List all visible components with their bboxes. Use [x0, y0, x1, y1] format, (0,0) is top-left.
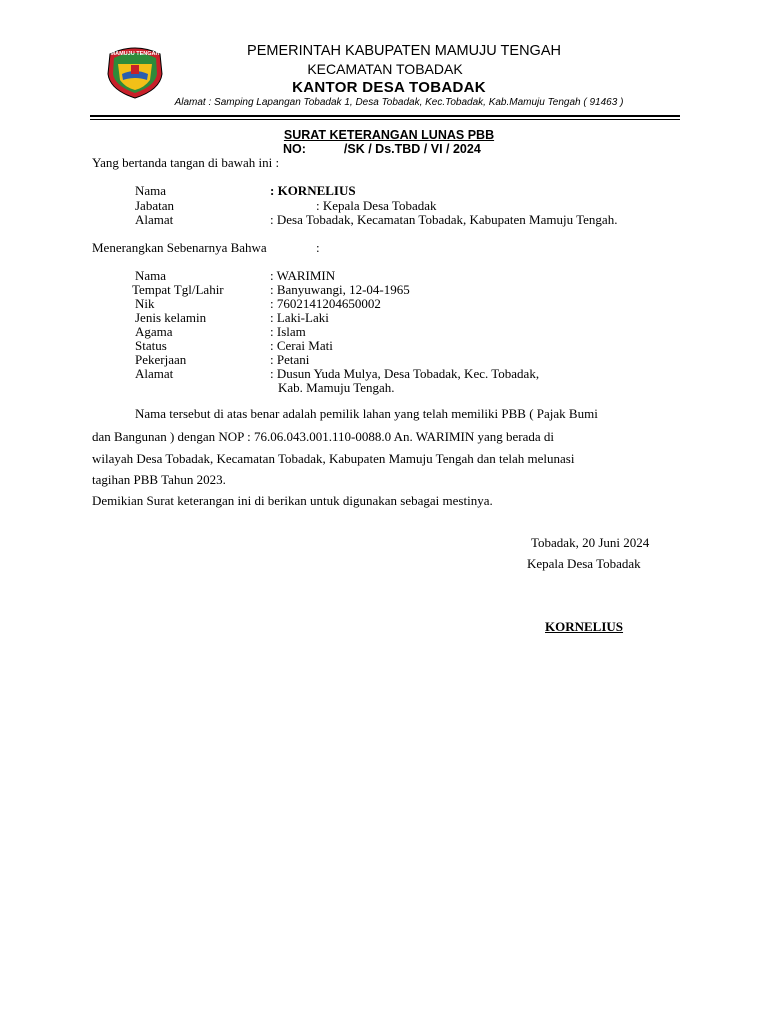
- letterhead-rule-thick: [90, 115, 680, 117]
- signature-place-date: Tobadak, 20 Juni 2024: [531, 535, 650, 550]
- letter-title: SURAT KETERANGAN LUNAS PBB: [283, 128, 495, 142]
- letterhead-government: PEMERINTAH KABUPATEN MAMUJU TENGAH: [247, 43, 561, 59]
- declare-colon: :: [316, 240, 320, 255]
- signature-name: KORNELIUS: [545, 619, 624, 634]
- subject-address-label: Alamat: [135, 366, 174, 381]
- letterhead-address: Alamat : Samping Lapangan Tobadak 1, Desa Tobadak, Kec.Tobadak, Kab.Mamuju Tengah ( 91463 ): [174, 97, 624, 108]
- number-prefix: NO:: [283, 142, 306, 156]
- body-line-4: tagihan PBB Tahun 2023.: [92, 472, 226, 487]
- signer-address-label: Alamat: [135, 212, 174, 227]
- subject-address-cont: Kab. Mamuju Tengah.: [278, 380, 395, 395]
- subject-name-label: Nama: [135, 268, 167, 283]
- body-line-2: dan Bangunan ) dengan NOP : 76.06.043.001.110-0088.0 An. WARIMIN yang berada di: [92, 429, 555, 444]
- signer-address-value: : Desa Tobadak, Kecamatan Tobadak, Kabupaten Mamuju Tengah.: [270, 212, 618, 227]
- letterhead-office: KANTOR DESA TOBADAK: [292, 79, 486, 96]
- letter-number: [283, 142, 481, 156]
- signer-name-value: : KORNELIUS: [270, 183, 356, 198]
- signer-position-label: Jabatan: [135, 198, 174, 213]
- subject-gender-value: : Laki-Laki: [270, 310, 329, 325]
- letterhead-rule-thin: [90, 119, 680, 120]
- subject-gender-label: Jenis kelamin: [135, 310, 207, 325]
- declare-text: Menerangkan Sebenarnya Bahwa: [92, 240, 267, 255]
- subject-nik-label: Nik: [135, 296, 155, 311]
- subject-job-value: : Petani: [270, 352, 310, 367]
- body-line-3: wilayah Desa Tobadak, Kecamatan Tobadak, Kabupaten Mamuju Tengah dan telah melunasi: [92, 451, 575, 466]
- letterhead-district: KECAMATAN TOBADAK: [307, 61, 463, 77]
- subject-birth-value: : Banyuwangi, 12-04-1965: [270, 282, 410, 297]
- number-suffix: /SK / Ds.TBD / VI / 2024: [343, 142, 481, 156]
- subject-address-value: : Dusun Yuda Mulya, Desa Tobadak, Kec. Tobadak,: [270, 366, 540, 381]
- subject-status-label: Status: [135, 338, 167, 353]
- subject-nik-value: : 7602141204650002: [270, 296, 381, 311]
- signer-name-label: Nama: [135, 183, 167, 198]
- signature-position: Kepala Desa Tobadak: [527, 556, 641, 571]
- subject-religion-value: : Islam: [270, 324, 306, 339]
- subject-status-value: : Cerai Mati: [270, 338, 333, 353]
- subject-name-value: : WARIMIN: [270, 268, 336, 283]
- subject-job-label: Pekerjaan: [135, 352, 187, 367]
- subject-birth-label: Tempat Tgl/Lahir: [132, 282, 224, 297]
- signer-position-value: : Kepala Desa Tobadak: [316, 198, 437, 213]
- closing-text: Demikian Surat keterangan ini di berikan untuk digunakan sebagai mestinya.: [92, 493, 493, 508]
- body-line-1: Nama tersebut di atas benar adalah pemilik lahan yang telah memiliki PBB ( Pajak Bumi: [135, 406, 598, 421]
- svg-text:MAMUJU TENGAH: MAMUJU TENGAH: [110, 51, 160, 57]
- intro-text: Yang bertanda tangan di bawah ini :: [92, 155, 280, 170]
- subject-religion-label: Agama: [135, 324, 173, 339]
